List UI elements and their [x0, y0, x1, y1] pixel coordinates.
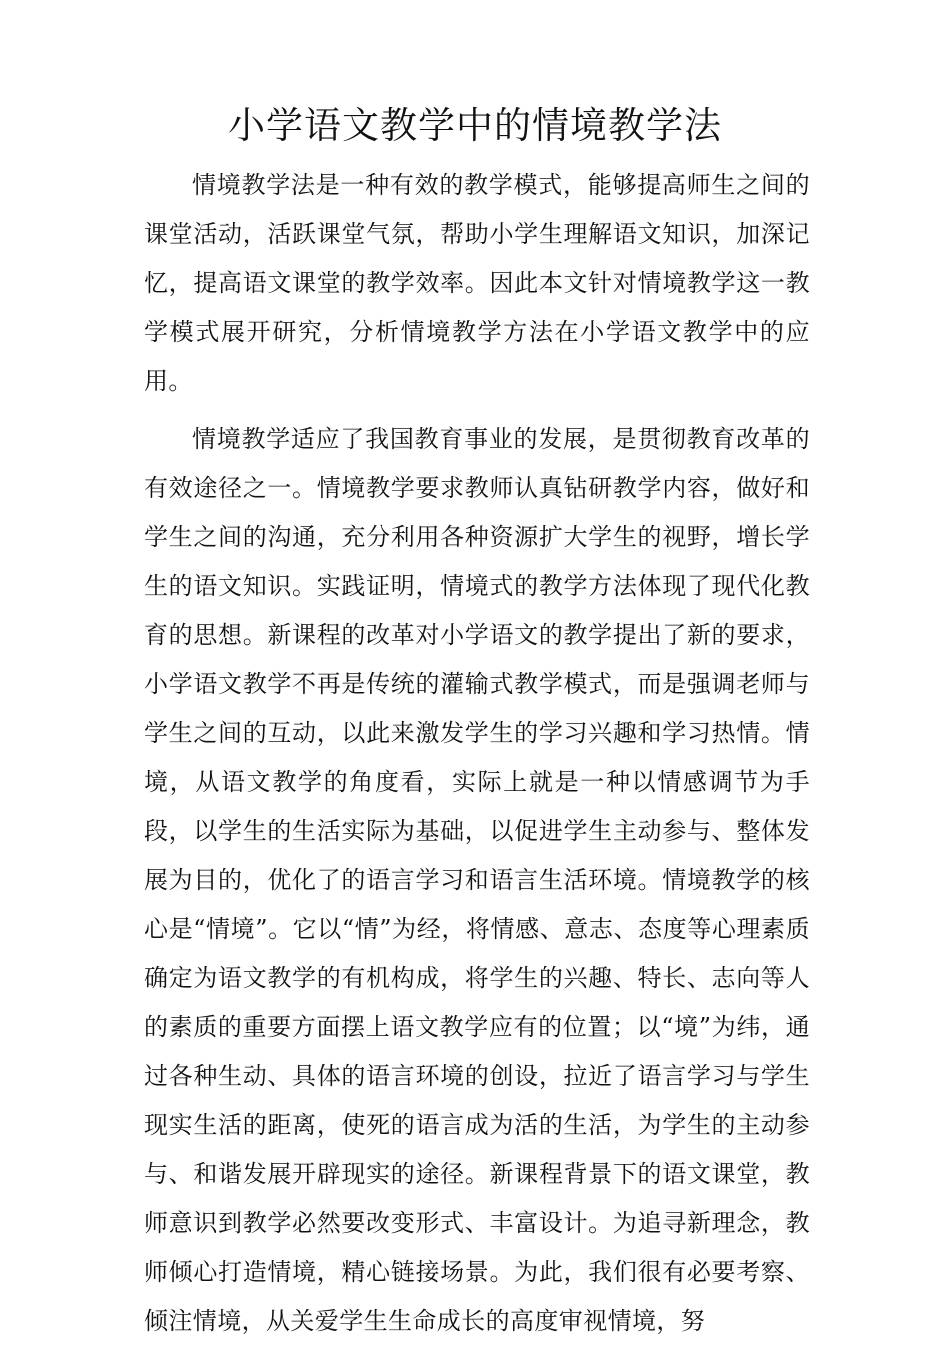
document-body: [144, 161, 810, 1346]
paragraph-1: 情境教学法是一种有效的教学模式，能够提高师生之间的课堂活动，活跃课堂气氛，帮助小学生理解语文知识，加深记忆，提高语文课堂的教学效率。因此本文针对情境教学这一教学模式展开研究，分析情境教学方法在小学语文教学中的应用。: [144, 171, 810, 395]
document-title: 小学语文教学中的情境教学法: [228, 104, 722, 147]
paragraph-2: 情境教学适应了我国教育事业的发展，是贯彻教育改革的有效途径之一。情境教学要求教师认真钻研教学内容，做好和学生之间的沟通，充分利用各种资源扩大学生的视野，增长学生的语文知识。实践证明，情境式的教学方法体现了现代化教育的思想。新课程的改革对小学语文的教学提出了新的要求，小学语文教学不再是传统的灌输式教学模式，而是强调老师与学生之间的互动，以此来激发学生的学习兴趣和学习热情。情境，从语文教学的角度看，实际上就是一种以情感调节为手段，以学生的生活实际为基础，以促进学生主动参与、整体发展为目的，优化了的语言学习和语言生活环境。情境教学的核心是“情境”。它以“情”为经，将情感、意志、态度等心理素质确定为语文教学的有机构成，将学生的兴趣、特长、志向等人的素质的重要方面摆上语文教学应有的位置；以“境”为纬，通过各种生动、具体的语言环境的创设，拉近了语言学习与学生现实生活的距离，使死的语言成为活的生活，为学生的主动参与、和谐发展开辟现实的途径。新课程背景下的语文课堂，教师意识到教学必然要改变形式、丰富设计。为追寻新理念，教师倾心打造情境，精心链接场景。为此，我们很有必要考察、倾注情境，从关爱学生生命成长的高度审视情境，努: [144, 425, 810, 1335]
